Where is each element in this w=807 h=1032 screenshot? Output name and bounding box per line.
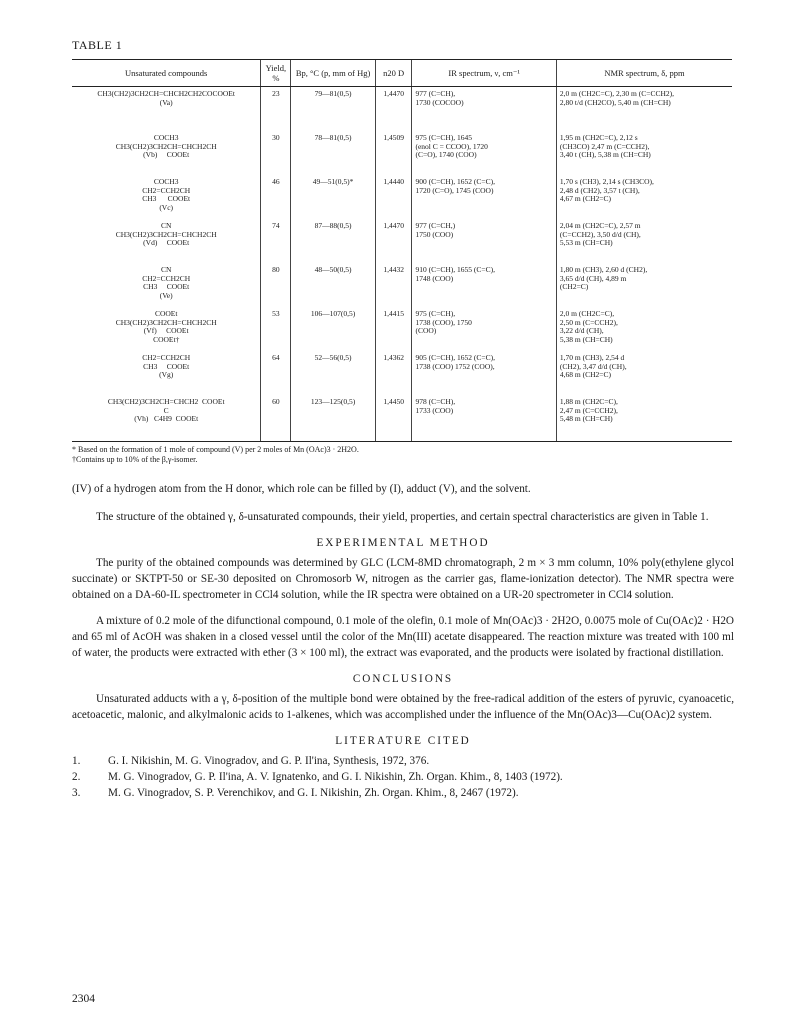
table-row bbox=[72, 351, 732, 395]
ir-cell bbox=[412, 395, 556, 442]
compound-cell-line: COCH3 bbox=[153, 133, 179, 142]
ir-cell-line: 905 (C=CH), 1652 (C=C), bbox=[415, 353, 495, 362]
refractive-index-cell: 1,4432 bbox=[375, 263, 412, 307]
ir-cell bbox=[412, 351, 556, 395]
reference-text: M. G. Vinogradov, G. P. Il'ina, A. V. Ignatenko, and G. I. Nikishin, Zh. Organ. Khim., 8, 1403 (1972). bbox=[108, 771, 563, 783]
compound-cell-line: COCH3 bbox=[153, 177, 179, 186]
nmr-cell bbox=[556, 131, 732, 175]
compound-cell-line: (Ve) bbox=[159, 290, 173, 300]
nmr-cell bbox=[556, 395, 732, 442]
nmr-cell-line: 4,68 m (CH2=C) bbox=[559, 370, 612, 380]
nmr-cell-line: 2,0 m (CH2C=C), bbox=[559, 309, 615, 318]
compound-cell bbox=[72, 351, 261, 395]
reference-text: M. G. Vinogradov, S. P. Verenchikov, and G. I. Nikishin, Zh. Organ. Khim., 8, 2467 (1972). bbox=[108, 787, 519, 799]
page-number: 2304 bbox=[72, 993, 95, 1005]
nmr-cell-line: 3,40 t (CH), 5,38 m (CH=CH) bbox=[559, 150, 651, 160]
nmr-cell-line: (CH2=C) bbox=[559, 282, 589, 292]
bp-cell: 52—56(0,5) bbox=[291, 351, 375, 395]
nmr-cell-line: (CH3CO) 2,47 m (C=CCH2), bbox=[559, 141, 650, 151]
ir-cell bbox=[412, 219, 556, 263]
compound-cell-line: (Vf) COOEt bbox=[143, 326, 189, 336]
table-row bbox=[72, 175, 732, 219]
table-row bbox=[72, 307, 732, 351]
nmr-cell-line: 1,88 m (CH2C=C), bbox=[559, 397, 618, 406]
ir-cell-line: 900 (C=CH), 1652 (C=C), bbox=[415, 177, 495, 186]
compound-cell bbox=[72, 87, 261, 132]
bp-cell: 48—50(0,5) bbox=[291, 263, 375, 307]
ir-cell-line: 975 (C=CH), bbox=[415, 309, 456, 318]
compound-cell-line: (Vd) COOEt bbox=[143, 238, 190, 248]
yield-cell: 64 bbox=[261, 351, 291, 395]
bp-cell: 87—88(0,5) bbox=[291, 219, 375, 263]
column-header: Bp, °C (p, mm of Hg) bbox=[291, 60, 375, 87]
nmr-cell-line: 1,70 s (CH3), 2,14 s (CH3CO), bbox=[559, 177, 654, 186]
ir-cell-line: 1720 (C=O), 1745 (COO) bbox=[415, 185, 494, 195]
data-table bbox=[72, 59, 732, 442]
compound-cell bbox=[72, 263, 261, 307]
nmr-cell-line: 2,04 m (CH2C=C), 2,57 m bbox=[559, 221, 641, 230]
yield-cell: 30 bbox=[261, 131, 291, 175]
ir-cell-line: (C=O), 1740 (COO) bbox=[415, 150, 477, 160]
compound-cell bbox=[72, 131, 261, 175]
compound-cell-line: CH3 COOEt bbox=[143, 361, 190, 371]
bp-cell: 49—51(0,5)* bbox=[291, 175, 375, 219]
section-heading: LITERATURE CITED bbox=[335, 735, 471, 747]
bp-cell: 106—107(0,5) bbox=[291, 307, 375, 351]
table-body bbox=[72, 87, 732, 442]
table-title: TABLE 1 bbox=[72, 38, 123, 52]
table-row bbox=[72, 263, 732, 307]
nmr-cell bbox=[556, 219, 732, 263]
nmr-cell-line: 4,67 m (CH2=C) bbox=[559, 194, 612, 204]
compound-cell-line: CH3(CH2)3CH2CH=CHCH2CH bbox=[115, 317, 217, 327]
table-header-row bbox=[72, 60, 732, 87]
compound-cell-line: (Vg) bbox=[159, 370, 174, 380]
yield-cell: 60 bbox=[261, 395, 291, 442]
ir-cell-line: 1738 (COO) 1752 (COO), bbox=[415, 361, 495, 371]
compound-cell bbox=[72, 395, 261, 442]
compound-cell-line: CH3(CH2)3CH2CH=CHCH2CH bbox=[115, 229, 217, 239]
nmr-cell-line: 5,38 m (CH=CH) bbox=[559, 334, 613, 344]
ir-cell bbox=[412, 87, 556, 132]
reference-number: 1. bbox=[72, 755, 81, 767]
compound-cell bbox=[72, 307, 261, 351]
ir-cell-line: 1733 (COO) bbox=[415, 405, 454, 415]
ir-cell-line: 1730 (COCOO) bbox=[415, 97, 464, 107]
refractive-index-cell: 1,4415 bbox=[375, 307, 412, 351]
table-note: * Based on the formation of 1 mole of compound (V) per 2 moles of Mn (OAc)3 · 2H2O. bbox=[72, 445, 359, 454]
bp-cell: 123—125(0,5) bbox=[291, 395, 375, 442]
compound-cell-line: (Vc) bbox=[159, 202, 174, 212]
nmr-cell-line: 2,0 m (CH2C=C), 2,30 m (C=CCH2), bbox=[559, 89, 674, 98]
bp-cell: 79—81(0,5) bbox=[291, 87, 375, 132]
nmr-cell-line: 2,80 t/d (CH2CO), 5,40 m (CH=CH) bbox=[559, 97, 671, 107]
compound-cell-line: CH2=CCH2CH bbox=[142, 353, 191, 362]
compound-cell-line: CH3(CH2)3CH2CH=CHCH2CH bbox=[115, 141, 217, 151]
table-row bbox=[72, 131, 732, 175]
reference-text: G. I. Nikishin, M. G. Vinogradov, and G. P. Il'ina, Synthesis, 1972, 376. bbox=[108, 755, 430, 767]
table-notes bbox=[72, 445, 734, 465]
ir-cell-line: 1750 (COO) bbox=[415, 229, 454, 239]
refractive-index-cell: 1,4362 bbox=[375, 351, 412, 395]
ir-cell-line: (enol C = CCOO), 1720 bbox=[415, 141, 488, 151]
table-note: †Contains up to 10% of the β,γ-isomer. bbox=[72, 455, 198, 464]
column-header: Yield, % bbox=[261, 60, 291, 87]
refractive-index-cell: 1,4470 bbox=[375, 87, 412, 132]
compound-cell-line: CN bbox=[160, 221, 172, 230]
nmr-cell-line: (C=CCH2), 3,50 d/d (CH), bbox=[559, 229, 641, 239]
nmr-cell-line: 1,80 m (CH3), 2,60 d (CH2), bbox=[559, 265, 648, 274]
body-paragraph: A mixture of 0.2 mole of the difunctional compound, 0.1 mole of the olefin, 0.1 mole of Mn(OAc)3 · 2H2O, 0.0075 mole of Cu(OAc)2 · H2O and 65 ml of AcOH was shaken in a closed vessel until the color of the Mn(III) acetate disappeared. The reaction mixture was treated with 100 ml of water, the products were extracted with ether (3 × 100 ml), the extract was evaporated, and the products were isolated by fractional distillation. bbox=[72, 615, 734, 659]
nmr-cell-line: 1,95 m (CH2C=C), 2,12 s bbox=[559, 133, 638, 142]
ir-cell bbox=[412, 263, 556, 307]
compound-cell-line: CH3 COOEt bbox=[143, 282, 190, 292]
table-row bbox=[72, 395, 732, 442]
compound-cell bbox=[72, 175, 261, 219]
compound-cell-line: CH2=CCH2CH bbox=[142, 273, 191, 283]
nmr-cell-line: 2,50 m (C=CCH2), bbox=[559, 317, 618, 327]
nmr-cell bbox=[556, 263, 732, 307]
section-heading: CONCLUSIONS bbox=[352, 673, 454, 685]
ir-cell-line: 975 (C=CH), 1645 bbox=[415, 133, 472, 142]
ir-cell bbox=[412, 175, 556, 219]
reference-number: 3. bbox=[72, 787, 81, 799]
reference-item bbox=[72, 769, 734, 785]
ir-cell-line: 978 (C=CH), bbox=[415, 397, 456, 406]
compound-cell-line: CH3(CH2)3CH2CH=CHCH2 COOEt bbox=[107, 397, 225, 406]
bp-cell: 78—81(0,5) bbox=[291, 131, 375, 175]
yield-cell: 74 bbox=[261, 219, 291, 263]
ir-cell-line: (COO) bbox=[415, 326, 437, 336]
compound-cell-line: (Va) bbox=[159, 97, 173, 107]
nmr-cell bbox=[556, 307, 732, 351]
ir-cell-line: 977 (C=CH,) bbox=[415, 221, 456, 230]
nmr-cell-line: 2,48 d (CH2), 3,57 t (CH), bbox=[559, 185, 640, 195]
compound-cell-line: COOEt† bbox=[153, 334, 180, 344]
column-header: n20 D bbox=[375, 60, 412, 87]
table-row bbox=[72, 87, 732, 132]
reference-list bbox=[72, 753, 734, 801]
ir-cell-line: 977 (C=CH), bbox=[415, 89, 456, 98]
compound-cell-line: C bbox=[163, 405, 169, 415]
table-row bbox=[72, 219, 732, 263]
column-header: Unsaturated compounds bbox=[72, 60, 261, 87]
ir-cell bbox=[412, 131, 556, 175]
column-header: IR spectrum, ν, cm⁻¹ bbox=[412, 60, 556, 87]
refractive-index-cell: 1,4470 bbox=[375, 219, 412, 263]
reference-item bbox=[72, 785, 734, 801]
page-content bbox=[72, 38, 734, 801]
ir-cell-line: 910 (C=CH), 1655 (C=C), bbox=[415, 265, 495, 274]
reference-item bbox=[72, 753, 734, 769]
body-paragraph: The structure of the obtained γ, δ-unsaturated compounds, their yield, properties, and certain spectral characteristics are given in Table 1. bbox=[96, 511, 709, 523]
yield-cell: 23 bbox=[261, 87, 291, 132]
body-paragraph: (IV) of a hydrogen atom from the H donor, which role can be filled by (I), adduct (V), and the solvent. bbox=[72, 483, 531, 495]
body-paragraph: The purity of the obtained compounds was determined by GLC (LCM-8MD chromatograph, 2 m × 3 mm column, 10% poly(ethylene glycol succinate) or SKTPT-50 or SE-30 deposited on Chromosorb W, nitrogen as the carrier gas, flame-ionization detector). The NMR spectra were obtained on a DA-60-IL spectrometer in CCl4 solution, while the IR spectra were obtained on a UR-20 spectrometer in CCl4 solution. bbox=[72, 557, 734, 601]
nmr-cell-line: 2,47 m (C=CCH2), bbox=[559, 405, 618, 415]
compound-cell-line: (Vh) C4H9 COOEt bbox=[134, 414, 199, 424]
nmr-cell-line: (CH2), 3,47 d/d (CH), bbox=[559, 361, 627, 371]
compound-cell-line: COOEt bbox=[154, 309, 178, 318]
body-paragraph: Unsaturated adducts with a γ, δ-position of the multiple bond were obtained by the free-radical addition of the esters of pyruvic, cyanoacetic, acetoacetic, malonic, and alkylmalonic acids to 1-alkenes, which was accomplished under the influence of the Mn(OAc)3—Cu(OAc)2 system. bbox=[72, 693, 734, 721]
compound-cell-line: CN bbox=[160, 265, 172, 274]
compound-cell bbox=[72, 219, 261, 263]
refractive-index-cell: 1,4450 bbox=[375, 395, 412, 442]
nmr-cell-line: 5,48 m (CH=CH) bbox=[559, 414, 613, 424]
yield-cell: 46 bbox=[261, 175, 291, 219]
section-heading: EXPERIMENTAL METHOD bbox=[316, 537, 490, 549]
nmr-cell-line: 3,22 d/d (CH), bbox=[559, 326, 604, 336]
reference-number: 2. bbox=[72, 771, 81, 783]
yield-cell: 80 bbox=[261, 263, 291, 307]
refractive-index-cell: 1,4509 bbox=[375, 131, 412, 175]
ir-cell-line: 1748 (COO) bbox=[415, 273, 454, 283]
refractive-index-cell: 1,4440 bbox=[375, 175, 412, 219]
nmr-cell-line: 1,70 m (CH3), 2,54 d bbox=[559, 353, 625, 362]
nmr-cell-line: 5,53 m (CH=CH) bbox=[559, 238, 613, 248]
nmr-cell bbox=[556, 175, 732, 219]
yield-cell: 53 bbox=[261, 307, 291, 351]
compound-cell-line: CH3 COOEt bbox=[142, 194, 191, 204]
ir-cell bbox=[412, 307, 556, 351]
ir-cell-line: 1738 (COO), 1750 bbox=[415, 317, 472, 327]
column-header: NMR spectrum, δ, ppm bbox=[556, 60, 732, 87]
nmr-cell bbox=[556, 351, 732, 395]
nmr-cell bbox=[556, 87, 732, 132]
compound-cell-line: (Vb) COOEt bbox=[143, 150, 190, 160]
nmr-cell-line: 3,65 d/d (CH), 4,89 m bbox=[559, 273, 627, 283]
compound-cell-line: CH2=CCH2CH bbox=[142, 185, 191, 195]
compound-cell-line: CH3(CH2)3CH2CH=CHCH2CH2COCOOEt bbox=[97, 89, 235, 98]
